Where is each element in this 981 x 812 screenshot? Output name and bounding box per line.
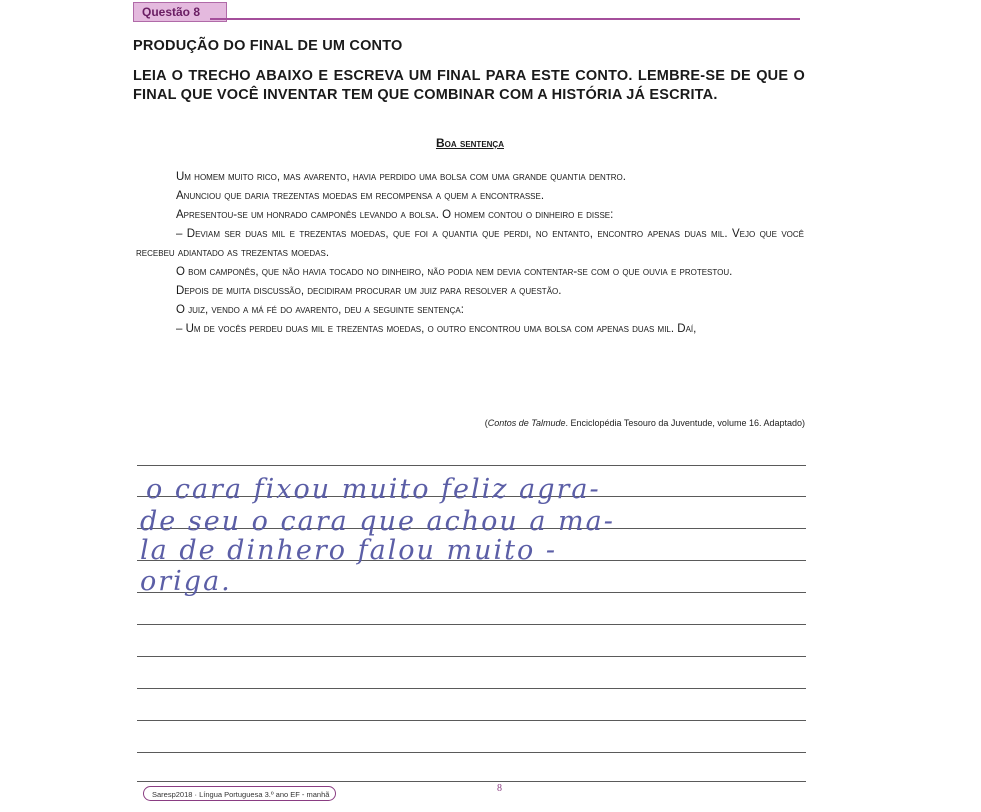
handwritten-answer-line: o cara fixou muito feliz agra- [146, 474, 601, 505]
answer-rule [137, 465, 806, 466]
section-title: PRODUÇÃO DO FINAL DE UM CONTO [133, 38, 403, 54]
answer-rule [137, 656, 806, 657]
story-paragraph: O juiz, vendo a má fé do avarento, deu a seguinte sentença: [176, 304, 464, 316]
question-label: Questão 8 [133, 2, 227, 22]
story-paragraph: Apresentou-se um honrado camponês levando a bolsa. O homem contou o dinheiro e disse: [176, 209, 614, 221]
answer-rule [137, 781, 806, 782]
answer-rule [137, 624, 806, 625]
source-rest: . Enciclopédia Tesouro da Juventude, volume 16. Adaptado) [565, 418, 805, 428]
story-paragraph: – Um de vocês perdeu duas mil e trezentas moedas, o outro encontrou uma bolsa com apenas duas mil. Daí, [176, 323, 697, 335]
answer-rule [137, 752, 806, 753]
booklet-footer: Saresp2018 · Língua Portuguesa 3.º ano EF - manhã [143, 786, 336, 801]
handwritten-answer-line: la de dinhero falou muito - [140, 535, 557, 566]
answer-rule [137, 720, 806, 721]
story-title: Boa sentença [435, 136, 504, 150]
story-paragraph: Um homem muito rico, mas avarento, havia perdido uma bolsa com uma grande quantia dentro. [176, 171, 626, 183]
story-paragraph: O bom camponês, que não havia tocado no dinheiro, não podia nem devia contentar-se com o que ouvia e protestou. [176, 266, 733, 278]
instruction-text: LEIA O TRECHO ABAIXO E ESCREVA UM FINAL PARA ESTE CONTO. LEMBRE-SE DE QUE O FINAL QUE VOCÊ INVENTAR TEM QUE COMBINAR COM A HISTÓRIA JÁ ESCRITA. [133, 68, 805, 103]
handwritten-answer-line: origa. [140, 566, 232, 597]
source-open: ( [484, 418, 488, 428]
story-paragraph: Depois de muita discussão, decidiram procurar um juiz para resolver a questão. [176, 285, 562, 297]
answer-rule [137, 688, 806, 689]
answer-lines [137, 0, 806, 812]
story-paragraph: Anunciou que daria trezentas moedas em recompensa a quem a encontrasse. [176, 190, 545, 202]
answer-rule [137, 592, 806, 593]
source-title: Contos de Talmude [487, 418, 566, 428]
page-number: 8 [497, 783, 502, 794]
story-paragraph: – Deviam ser duas mil e trezentas moedas, que foi a quantia que perdi, no entanto, encontro apenas duas mil. Vejo que você recebeu adiantado as trezentas moedas. [136, 228, 804, 259]
handwritten-answer-line: de seu o cara que achou a ma- [140, 506, 615, 537]
